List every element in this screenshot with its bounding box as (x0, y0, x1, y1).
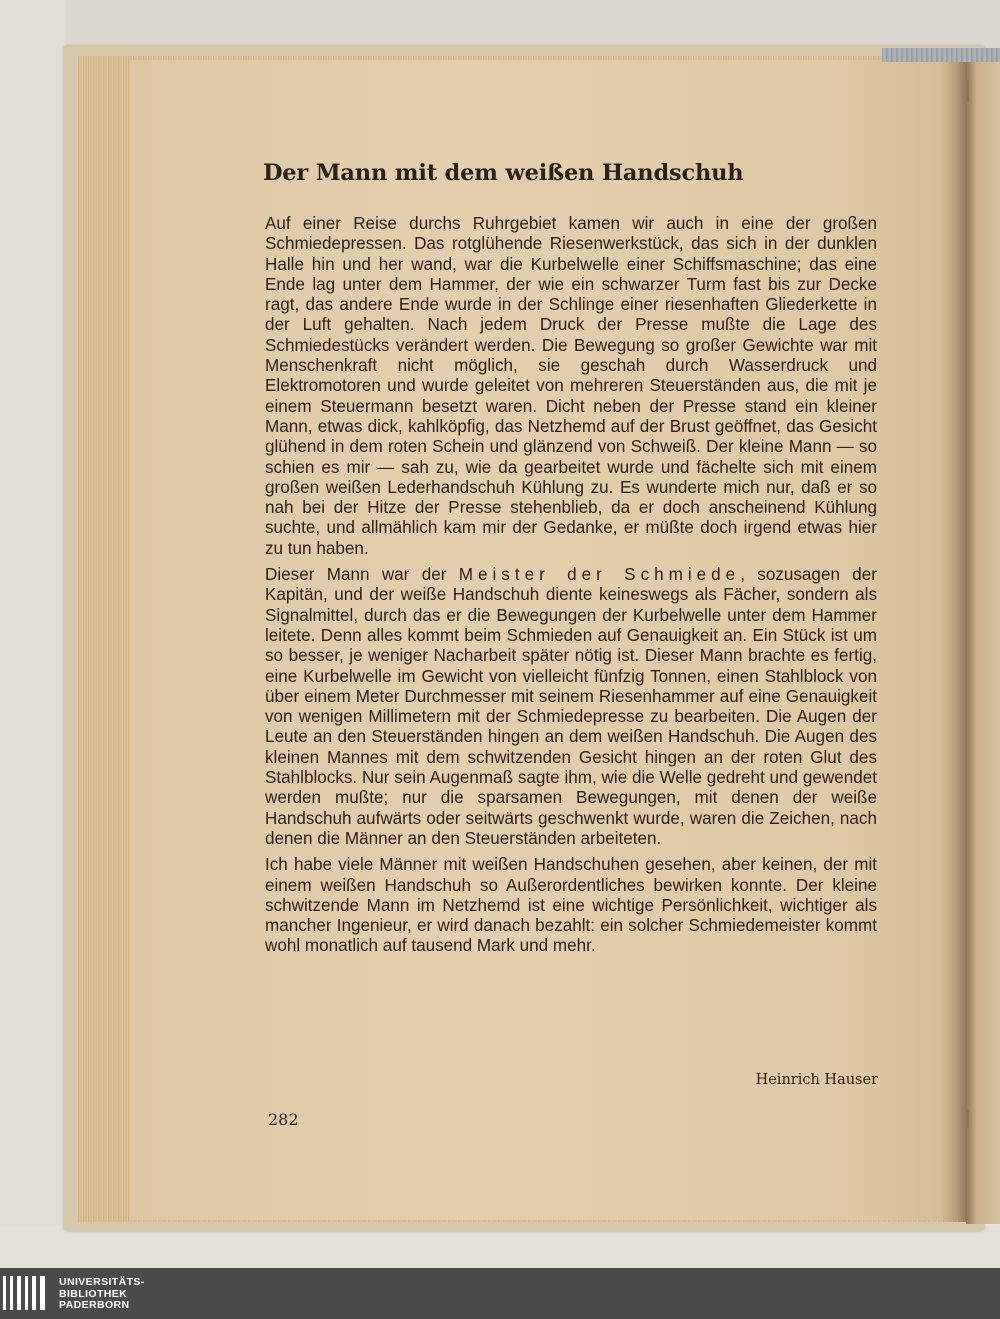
scan-background-bottom (0, 1226, 1000, 1268)
scan-background-left (0, 0, 66, 1268)
emphasized-phrase: Meister der Schmiede (458, 565, 741, 585)
book-gutter (940, 56, 968, 1222)
paragraph-2: Dieser Mann war der Meister der Schmiede, sozusagen der Kapitän, und der weiße Handschuh diente keineswegs als Fächer, sondern als Signalmittel, durch das er die Bewegungen der Kurbelwelle unter dem Hammer leitete. Denn alles kommt beim Schmieden auf Genauigkeit an. Ein Stück ist um so besser, je weniger Nacharbeit später nötig ist. Dieser Mann brachte es fertig, eine Kurbelwelle im Gewicht von vielleicht fünfzig Tonnen, einen Stahlblock von über einem Meter Durchmesser mit seinem Riesenhammer auf eine Genauigkeit von wenigen Millimetern mit der Schmiedepresse zu bearbeiten. Die Augen der Leute an den Steuerständen hingen an dem weißen Handschuh. Die Augen des kleinen Mannes mit dem schwitzenden Gesicht hingen an der roten Glut des Stahlblocks. Nur sein Augenmaß sagte ihm, wie die Welle gedreht und gewendet werden mußte; nur die sparsamen Bewegungen, mit denen der weiße Handschuh aufwärts oder seitwärts geschwenkt wurde, waren die Zeichen, nach denen die Männer an den Steuerständen arbeiteten. (265, 565, 877, 848)
binding-tape (882, 48, 1000, 62)
library-name: UNIVERSITÄTS- BIBLIOTHEK PADERBORN (59, 1276, 145, 1311)
paragraph-1: Auf einer Reise durchs Ruhrgebiet kamen wir auch in eine der großen Schmiedepressen. Das rotglühende Riesenwerkstück, das sich in der dunklen Halle hin und her wand, war die Kurbelwelle einer Schiffsmaschine; das eine Ende lag unter dem Hammer, der wie ein schwarzer Turm fast bis zur Decke ragt, das andere Ende wurde in der Schlinge einer riesenhaften Gliederkette in der Luft gehalten. Nach jedem Druck der Presse mußte die Lage des Schmiedestücks verändert werden. Die Bewegung so großer Gewichte war mit Menschenkraft nicht möglich, sie geschah durch Wasserdruck und Elektromotoren und wurde geleitet von mehreren Steuerständen aus, die mit je einem Steuermann besetzt waren. Dicht neben der Presse stand ein kleiner Mann, etwas dick, kahlköpfig, das Netzhemd auf der Brust geöffnet, das Gesicht glühend in dem roten Schein und glänzend von Schweiß. Der kleine Mann — so schien es mir — sah zu, wie da gearbeitet wurde und fächelte sich mit einem großen weißen Lederhandschuh Kühlung zu. Es wunderte mich nur, daß er so nah bei der Hitze der Presse stehenblieb, da er doch anscheinend Kühlung suchte, und allmählich kam mir der Gedanke, er müßte doch irgend etwas hier zu tun haben. (265, 214, 877, 558)
page-mark (967, 80, 969, 102)
author-signature: Heinrich Hauser (755, 1072, 878, 1088)
scan-background-top (0, 0, 1000, 48)
page-title: Der Mann mit dem weißen Handschuh (263, 160, 744, 186)
page-number: 282 (268, 1110, 299, 1129)
paragraph-3: Ich habe viele Männer mit weißen Handschuhen gesehen, aber keinen, der mit einem weißen Handschuh so Außerordentliches bewirken konnte. Der kleine schwitzende Mann im Netzhemd ist eine wichtige Persönlichkeit, wichtiger als mancher Ingenieur, er wird danach bezahlt: ein solcher Schmiedemeister kommt wohl monatlich auf tausend Mark und mehr. (265, 855, 877, 956)
library-banner (0, 1268, 1000, 1319)
article-body (265, 214, 877, 963)
page-mark (967, 1110, 969, 1128)
facing-page-edge (966, 58, 1000, 1224)
library-logo-icon (0, 1276, 50, 1310)
